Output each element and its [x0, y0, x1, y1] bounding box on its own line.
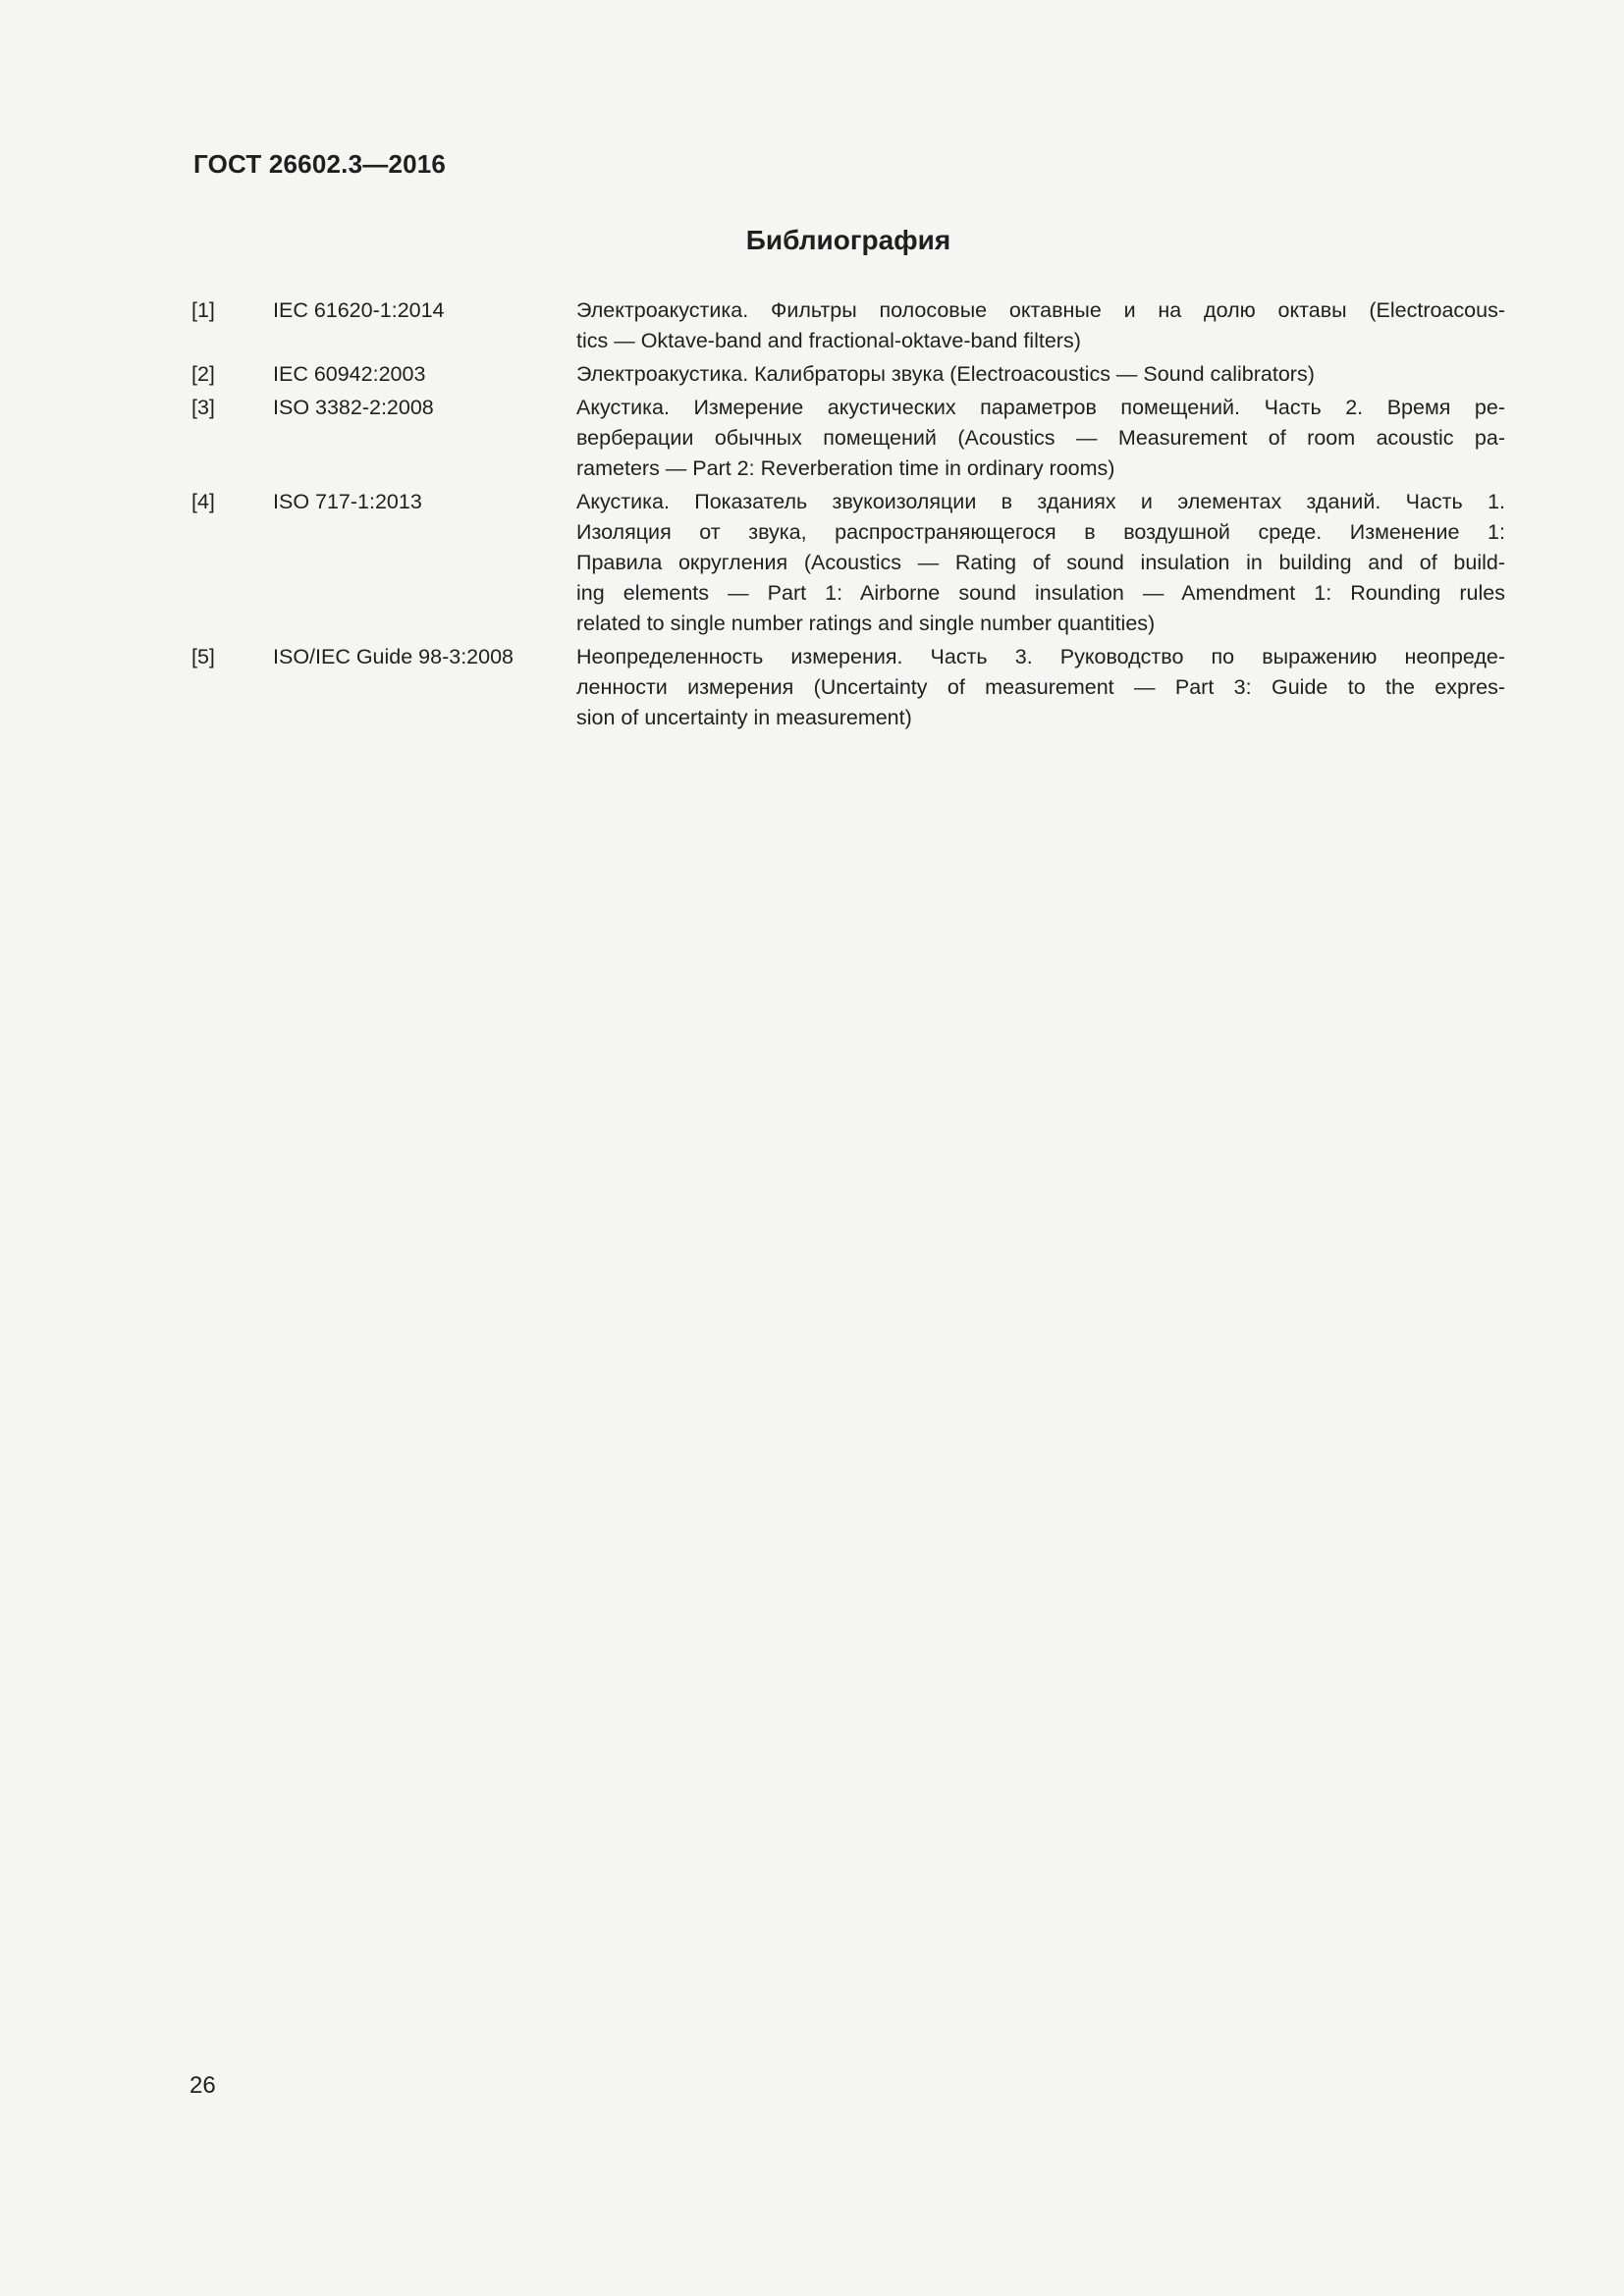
description-line: Изоляция от звука, распространяющегося в воздушной среде. Изменение 1:: [576, 520, 1505, 544]
reference-number: [3]: [191, 396, 215, 419]
bibliography-entry: [191, 487, 1505, 639]
bibliography-entry: [191, 642, 1505, 733]
reference-number: [1]: [191, 298, 215, 322]
standard-designation: IEC 60942:2003: [273, 362, 426, 386]
bibliography-list: [191, 295, 1505, 736]
description-line: верберации обычных помещений (Acoustics — Measurement of room acoustic pa-: [576, 426, 1505, 450]
description-line: Правила округления (Acoustics — Rating of sound insulation in building and of build-: [576, 551, 1505, 574]
standard-designation: ISO/IEC Guide 98-3:2008: [273, 645, 514, 668]
description-line: ing elements — Part 1: Airborne sound insulation — Amendment 1: Rounding rules: [576, 581, 1505, 605]
standard-designation: ISO 3382-2:2008: [273, 396, 434, 419]
page-number: 26: [189, 2072, 216, 2099]
description-line: tics — Oktave-band and fractional-oktave-band filters): [576, 329, 1081, 352]
description-line: Электроакустика. Фильтры полосовые октавные и на долю октавы (Electroacous-: [576, 298, 1505, 322]
description-line: Электроакустика. Калибраторы звука (Electroacoustics — Sound calibrators): [576, 362, 1315, 386]
entry-description: [576, 642, 1505, 733]
standard-designation: ISO 717-1:2013: [273, 490, 422, 513]
description-line: Неопределенность измерения. Часть 3. Руководство по выражению неопреде-: [576, 645, 1505, 668]
entry-description: [576, 359, 1505, 390]
document-number: ГОСТ 26602.3—2016: [193, 149, 447, 179]
description-line: Акустика. Показатель звукоизоляции в зданиях и элементах зданий. Часть 1.: [576, 490, 1505, 513]
bibliography-entry: [191, 359, 1505, 390]
standard-designation: IEC 61620-1:2014: [273, 298, 445, 322]
description-line: rameters — Part 2: Reverberation time in ordinary rooms): [576, 456, 1115, 480]
description-line: Акустика. Измерение акустических параметров помещений. Часть 2. Время ре-: [576, 396, 1505, 419]
bibliography-entry: [191, 295, 1505, 356]
entry-description: [576, 393, 1505, 484]
description-line: ленности измерения (Uncertainty of measurement — Part 3: Guide to the expres-: [576, 675, 1505, 699]
reference-number: [2]: [191, 362, 215, 386]
description-line: sion of uncertainty in measurement): [576, 706, 912, 729]
description-line: related to single number ratings and single number quantities): [576, 612, 1156, 635]
entry-description: [576, 295, 1505, 356]
bibliography-title: Библиография: [745, 225, 951, 255]
reference-number: [5]: [191, 645, 215, 668]
bibliography-entry: [191, 393, 1505, 484]
reference-number: [4]: [191, 490, 215, 513]
entry-description: [576, 487, 1505, 639]
